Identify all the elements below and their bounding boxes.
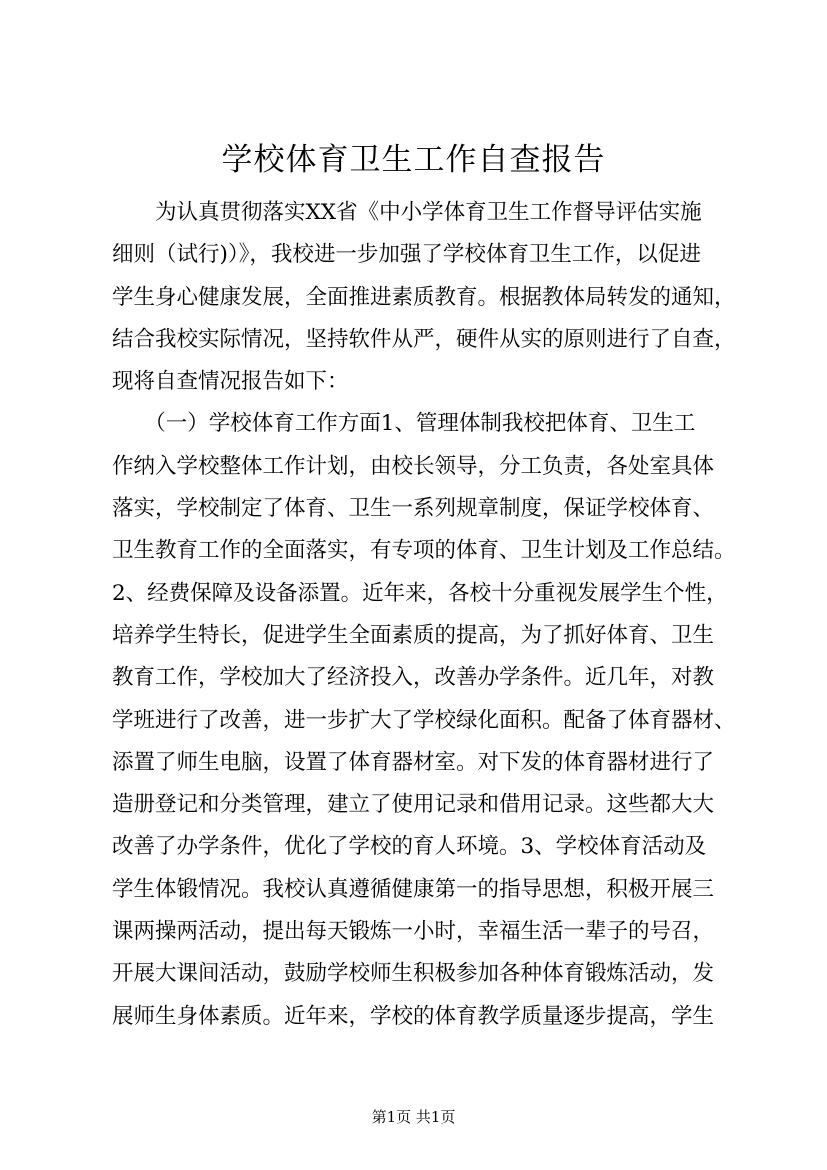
body-line: 作纳入学校整体工作计划，由校长领导，分工负责，各处室具体 xyxy=(112,453,715,479)
body-line: 培养学生特长，促进学生全面素质的提高，为了抓好体育、卫生 xyxy=(112,622,715,648)
document-title: 学校体育卫生工作自查报告 xyxy=(221,142,606,178)
body-line: 学班进行了改善，进一步扩大了学校绿化面积。配备了体育器材、 xyxy=(112,707,736,733)
body-line: 造册登记和分类管理，建立了使用记录和借用记录。这些都大大 xyxy=(112,792,715,818)
page-footer: 第1页 共1页 xyxy=(371,1108,456,1126)
body-line: 为认真贯彻落实XX省《中小学体育卫生工作督导评估实施 xyxy=(112,200,702,225)
body-line: 课两操两活动，提出每天锻炼一小时，幸福生活一辈子的号召， xyxy=(112,919,715,945)
body-line: 落实，学校制定了体育、卫生一系列规章制度，保证学校体育、 xyxy=(112,496,715,522)
body-line: 展师生身体素质。近年来，学校的体育教学质量逐步提高，学生 xyxy=(112,1003,715,1029)
body-line: 结合我校实际情况，坚持软件从严，硬件从实的原则进行了自查， xyxy=(112,326,736,352)
body-line: 学生身心健康发展，全面推进素质教育。根据教体局转发的通知， xyxy=(112,284,736,310)
body-line: 2、经费保障及设备添置。近年来，各校十分重视发展学生个性， xyxy=(112,580,728,606)
body-line: 添置了师生电脑，设置了体育器材室。对下发的体育器材进行了 xyxy=(112,749,715,775)
body-line: 现将自查情况报告如下： xyxy=(112,369,349,395)
body-line: 学生体锻情况。我校认真遵循健康第一的指导思想，积极开展三 xyxy=(112,876,715,902)
body-line: 卫生教育工作的全面落实，有专项的体育、卫生计划及工作总结。 xyxy=(112,538,736,564)
body-line: （一）学校体育工作方面1、管理体制我校把体育、卫生工 xyxy=(112,411,696,437)
body-line: 教育工作，学校加大了经济投入，改善办学条件。近几年，对教 xyxy=(112,665,715,691)
body-line: 改善了办学条件，优化了学校的育人环境。3、学校体育活动及 xyxy=(112,834,707,860)
body-line: 细则（试行)）》，我校进一步加强了学校体育卫生工作，以促进 xyxy=(112,242,701,268)
document-body xyxy=(112,192,740,1038)
body-line: 开展大课间活动，鼓励学校师生积极参加各种体育锻炼活动，发 xyxy=(112,961,715,987)
